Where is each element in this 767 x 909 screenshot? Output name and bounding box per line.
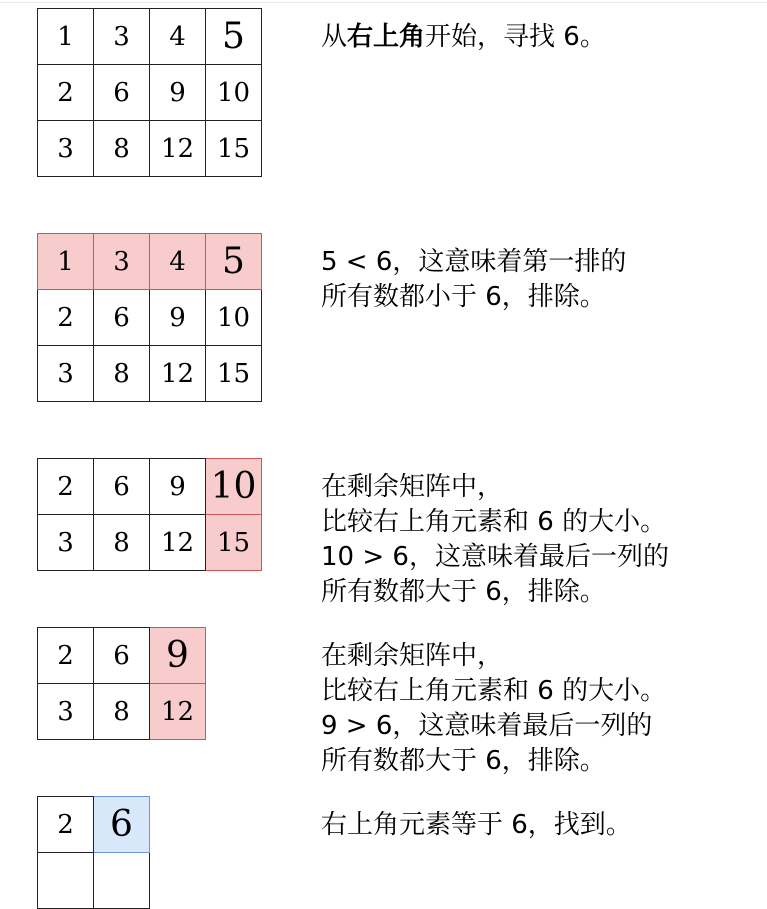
matrix-cell: 5 [206, 234, 262, 290]
matrix-row [38, 684, 206, 740]
matrix-cell [94, 853, 150, 909]
matrix-cell: 2 [38, 290, 94, 346]
matrix-cell: 1 [38, 9, 94, 65]
matrix-cell: 15 [206, 515, 262, 571]
matrix-cell: 9 [150, 628, 206, 684]
matrix-cell: 9 [150, 290, 206, 346]
matrix-cell: 3 [38, 684, 94, 740]
matrix-row [38, 65, 262, 121]
matrix-row [38, 290, 262, 346]
matrix [37, 458, 262, 571]
matrix-cell: 2 [38, 65, 94, 121]
matrix-cell: 10 [206, 459, 262, 515]
matrix-cell [38, 853, 94, 909]
matrix-cell: 3 [38, 346, 94, 402]
description-line [321, 540, 669, 575]
matrix-cell: 10 [206, 290, 262, 346]
matrix-cell: 5 [206, 9, 262, 65]
matrix-cell: 15 [206, 346, 262, 402]
step-description [321, 639, 666, 779]
matrix-cell: 3 [94, 234, 150, 290]
description-text: 9 > 6，这意味着最后一列的 [321, 711, 653, 741]
description-text: 比较右上角元素和 6 的大小。 [321, 507, 667, 537]
matrix-cell: 2 [38, 797, 94, 853]
matrix-cell: 12 [150, 515, 206, 571]
matrix-cell: 12 [150, 346, 206, 402]
matrix-row [38, 346, 262, 402]
matrix-cell: 2 [38, 628, 94, 684]
matrix-cell: 12 [150, 684, 206, 740]
matrix-cell: 6 [94, 459, 150, 515]
matrix-row [38, 459, 262, 515]
step-description [321, 20, 606, 55]
matrix-cell: 4 [150, 9, 206, 65]
matrix [37, 796, 150, 909]
description-text: 5 < 6，这意味着第一排的 [321, 247, 627, 277]
description-line [321, 575, 669, 610]
matrix-cell: 4 [150, 234, 206, 290]
description-text: 所有数都大于 6，排除。 [321, 577, 606, 607]
matrix-cell: 8 [94, 346, 150, 402]
description-text: 在剩余矩阵中， [321, 641, 504, 671]
description-line [321, 639, 666, 674]
description-line [321, 674, 666, 709]
matrix [37, 627, 206, 740]
emphasis-text: 右上角 [347, 22, 426, 52]
description-text: 在剩余矩阵中， [321, 472, 504, 502]
matrix-cell: 8 [94, 684, 150, 740]
description-line [321, 808, 632, 843]
description-text: 右上角元素等于 6，找到。 [321, 810, 632, 840]
description-line [321, 709, 666, 744]
description-text: 开始，寻找 6。 [425, 22, 606, 52]
matrix [37, 233, 262, 402]
matrix-row [38, 121, 262, 177]
description-line [321, 505, 669, 540]
matrix-cell: 8 [94, 121, 150, 177]
matrix-cell: 6 [94, 628, 150, 684]
description-text: 10 > 6，这意味着最后一列的 [321, 542, 669, 572]
description-line [321, 744, 666, 779]
description-text: 所有数都大于 6，排除。 [321, 746, 606, 776]
matrix-cell: 3 [94, 9, 150, 65]
matrix-cell: 8 [94, 515, 150, 571]
matrix-row [38, 797, 150, 853]
matrix-row [38, 234, 262, 290]
matrix-cell: 10 [206, 65, 262, 121]
matrix-cell: 3 [38, 121, 94, 177]
matrix-cell: 1 [38, 234, 94, 290]
step-description [321, 470, 669, 610]
description-line [321, 470, 669, 505]
matrix [37, 8, 262, 177]
matrix-cell: 6 [94, 65, 150, 121]
top-divider [0, 2, 767, 3]
matrix-row [38, 628, 206, 684]
matrix-cell: 9 [150, 459, 206, 515]
matrix-cell: 6 [94, 797, 150, 853]
description-text: 比较右上角元素和 6 的大小。 [321, 676, 667, 706]
matrix-row [38, 515, 262, 571]
matrix-cell: 6 [94, 290, 150, 346]
matrix-row [38, 853, 150, 909]
matrix-cell: 15 [206, 121, 262, 177]
step-description [321, 808, 632, 843]
description-text: 从 [321, 22, 348, 52]
description-line [321, 20, 606, 55]
matrix-cell: 3 [38, 515, 94, 571]
matrix-cell: 9 [150, 65, 206, 121]
step-description [321, 245, 626, 315]
description-text: 所有数都小于 6，排除。 [321, 282, 606, 312]
matrix-row [38, 9, 262, 65]
matrix-cell: 2 [38, 459, 94, 515]
description-line [321, 280, 626, 315]
matrix-cell: 12 [150, 121, 206, 177]
description-line [321, 245, 626, 280]
